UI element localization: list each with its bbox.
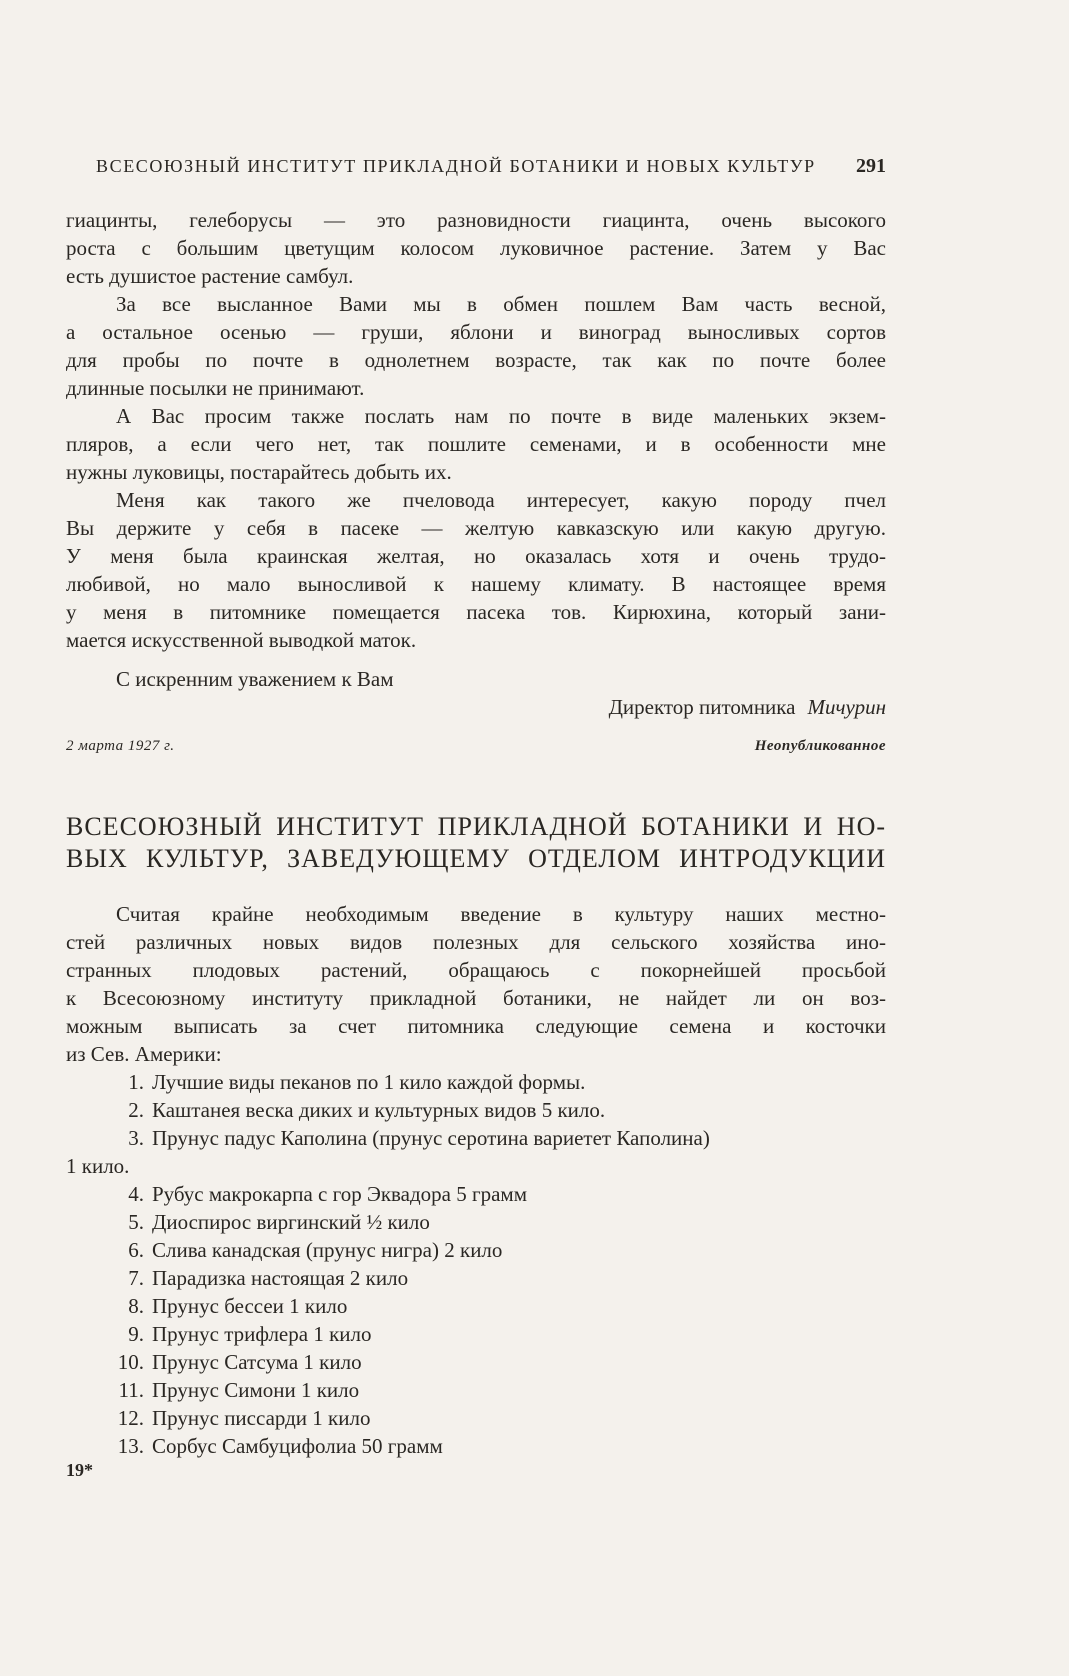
list-item	[100, 1068, 585, 1096]
list-text: Слива канадская (прунус нигра) 2 кило	[152, 1238, 503, 1262]
list-text: Диоспирос виргинский ½ кило	[152, 1210, 430, 1234]
paragraph-line: А Вас просим также послать нам по почте в виде маленьких экзем-	[116, 404, 886, 428]
list-number: 9.	[128, 1322, 144, 1346]
list-text: Парадизка настоящая 2 кило	[152, 1266, 409, 1290]
paragraph-line: из Сев. Америки:	[66, 1042, 222, 1066]
paragraph-line: гиацинты, гелеборусы — это разновидности гиацинта, очень высокого	[66, 208, 886, 232]
list-item	[100, 1096, 605, 1124]
list-item	[100, 1208, 430, 1236]
page-number: 291	[856, 155, 886, 177]
list-text: Лучшие виды пеканов по 1 кило каждой формы.	[152, 1070, 586, 1094]
paragraph-line: для пробы по почте в однолетнем возрасте, так как по почте более	[66, 348, 886, 372]
list-item	[100, 1264, 408, 1292]
signature-name: Мичурин	[807, 695, 886, 719]
list-item	[100, 1180, 527, 1208]
list-text: Сорбус Самбуцифолиа 50 грамм	[152, 1434, 443, 1458]
paragraph-line: нужны луковицы, постарайтесь добыть их.	[66, 460, 452, 484]
paragraph-line: есть душистое растение самбул.	[66, 264, 354, 288]
list-number: 11.	[118, 1378, 144, 1402]
list-text: Прунус бессеи 1 кило	[152, 1294, 348, 1318]
paragraph-line: Считая крайне необходимым введение в культуру наших местно-	[116, 902, 886, 926]
list-number: 4.	[128, 1182, 144, 1206]
list-item	[100, 1348, 362, 1376]
list-item	[100, 1236, 502, 1264]
paragraph-line: любивой, но мало выносливой к нашему климату. В настоящее время	[66, 572, 886, 596]
paragraph-line: стей различных новых видов полезных для сельского хозяйства ино-	[66, 930, 886, 954]
printer-signature-mark: 19*	[66, 1460, 93, 1480]
list-number: 5.	[128, 1210, 144, 1234]
list-number: 7.	[128, 1266, 144, 1290]
paragraph-line: Вы держите у себя в пасеке — желтую кавказскую или какую другую.	[66, 516, 886, 540]
paragraph-line: у меня в питомнике помещается пасека тов. Кирюхина, который зани-	[66, 600, 886, 624]
letter-heading-line: ВЫХ КУЛЬТУР, ЗАВЕДУЮЩЕМУ ОТДЕЛОМ ИНТРОДУКЦИИ	[66, 844, 886, 873]
list-item	[100, 1124, 710, 1152]
list-item	[100, 1320, 372, 1348]
list-text: Рубус макрокарпа с гор Эквадора 5 грамм	[152, 1182, 527, 1206]
list-number: 8.	[128, 1294, 144, 1318]
letter-heading-line: ВСЕСОЮЗНЫЙ ИНСТИТУТ ПРИКЛАДНОЙ БОТАНИКИ И НО-	[66, 812, 886, 841]
paragraph-line: мается искусственной выводкой маток.	[66, 628, 417, 652]
signature-block	[609, 695, 886, 720]
closing-phrase: С искренним уважением к Вам	[116, 667, 394, 691]
paragraph-line: странных плодовых растений, обращаюсь с покорнейшей просьбой	[66, 958, 886, 982]
paragraph-line: можным выписать за счет питомника следующие семена и косточки	[66, 1014, 886, 1038]
paragraph-line: к Всесоюзному институту прикладной ботаники, не найдет ли он воз-	[66, 986, 886, 1010]
letter-meta	[66, 738, 886, 755]
paragraph-line: роста с большим цветущим колосом луковичное растение. Затем у Вас	[66, 236, 886, 260]
publication-status: Неопубликованное	[754, 738, 886, 754]
list-item	[100, 1404, 370, 1432]
paragraph-line: а остальное осенью — груши, яблони и виноград выносливых сортов	[66, 320, 886, 344]
list-text: Прунус падус Каполина (прунус серотина вариетет Каполина)	[152, 1126, 710, 1150]
list-number: 12.	[117, 1406, 144, 1430]
list-text: Прунус Сатсума 1 кило	[152, 1350, 362, 1374]
paragraph-line: Меня как такого же пчеловода интересует, какую породу пчел	[116, 488, 886, 512]
list-item	[100, 1376, 359, 1404]
list-item	[100, 1432, 443, 1460]
running-title: ВСЕСОЮЗНЫЙ ИНСТИТУТ ПРИКЛАДНОЙ БОТАНИКИ И НОВЫХ КУЛЬТУР	[96, 156, 816, 176]
list-item	[100, 1292, 347, 1320]
list-text: Каштанея веска диких и культурных видов 5 кило.	[152, 1098, 606, 1122]
letter-date: 2 марта 1927 г.	[66, 738, 175, 754]
list-number: 13.	[117, 1434, 144, 1458]
list-text: Прунус трифлера 1 кило	[152, 1322, 372, 1346]
running-head	[96, 155, 886, 178]
list-number: 3.	[128, 1126, 144, 1150]
paragraph-line: У меня была краинская желтая, но оказалась хотя и очень трудо-	[66, 544, 886, 568]
list-number: 10.	[117, 1350, 144, 1374]
list-text: Прунус Симони 1 кило	[152, 1378, 360, 1402]
paragraph-line: длинные посылки не принимают.	[66, 376, 365, 400]
paragraph-line: пляров, а если чего нет, так пошлите семенами, и в особенности мне	[66, 432, 886, 456]
list-number: 2.	[128, 1098, 144, 1122]
paragraph-line: За все высланное Вами мы в обмен пошлем Вам часть весной,	[116, 292, 886, 316]
list-text: Прунус писсарди 1 кило	[152, 1406, 371, 1430]
list-item-continuation: 1 кило.	[66, 1154, 130, 1178]
list-number: 6.	[128, 1238, 144, 1262]
signature-title: Директор питомника	[608, 695, 796, 719]
list-number: 1.	[128, 1070, 144, 1094]
